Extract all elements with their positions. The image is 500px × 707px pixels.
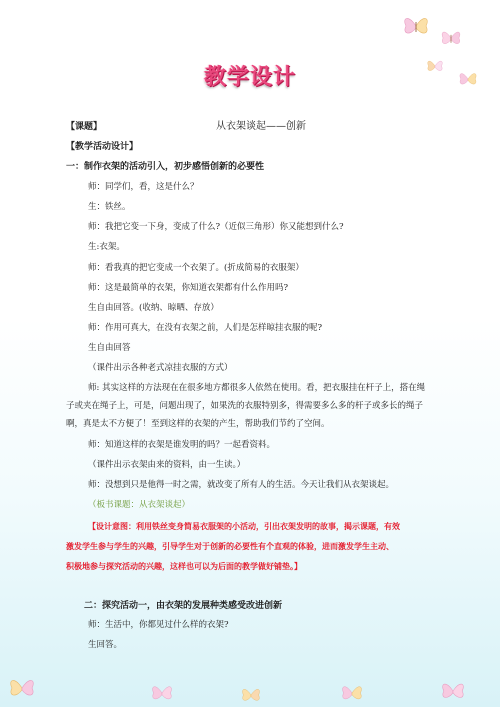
butterfly-icon bbox=[440, 28, 462, 48]
section-heading: 二：探究活动一，由衣架的发展种类感受改进创新 bbox=[84, 601, 283, 611]
dialogue-line: （课件出示各种老式凉挂衣服的方式） bbox=[88, 363, 233, 373]
board-note: （板书课题：从衣架谈起） bbox=[88, 500, 191, 510]
dialogue-line: 生回答。 bbox=[88, 640, 123, 650]
design-intent: 【设计意图：利用铁丝变身简易衣服架的小活动，引出衣架发明的故事，揭示课题，有效 bbox=[88, 522, 400, 531]
dialogue-line: 师：作用可真大，在没有衣架之前，人们是怎样晾挂衣服的呢? bbox=[88, 323, 323, 333]
dialogue-line: 生自由回答 bbox=[88, 343, 131, 353]
dialogue-line: 生：铁丝。 bbox=[88, 202, 131, 212]
paragraph-line: 师: 其实这样的方法现在在很多地方都很多人依然在使用。看，把衣服挂在杆子上，搭在绳 bbox=[88, 383, 426, 393]
dialogue-line: 师：没想到只是他得一时之需，就改变了所有人的生活。今天让我们从衣架谈起。 bbox=[88, 480, 395, 490]
butterfly-icon bbox=[150, 683, 174, 703]
paragraph-line: 子或夹在绳子上，可是，问题出现了，如果洗的衣服特别多，得需要多么多的杆子或多长的绳子 bbox=[66, 401, 424, 411]
dialogue-line: 师：这是最简单的衣架，你知道衣架都有什么作用吗? bbox=[88, 283, 289, 293]
dialogue-line: 师：我把它变一下身，变成了什么?（近似三角形）你又能想到什么? bbox=[88, 222, 344, 232]
design-intent: 积极地参与探究活动的兴趣，这样也可以为后面的教学做好铺垫。】 bbox=[66, 562, 302, 571]
dialogue-line: 师：知道这样的衣架是谁发明的吗？一起看资料。 bbox=[88, 440, 276, 450]
dialogue-line: 生自由回答。(收纳、晾晒、存放） bbox=[88, 303, 219, 313]
dialogue-line: 师：生活中，你都见过什么样的衣架? bbox=[88, 620, 229, 630]
section-heading: 一：制作衣架的活动引入，初步感悟创新的必要性 bbox=[66, 162, 265, 172]
butterfly-icon bbox=[240, 686, 262, 704]
dialogue-line: 师：看我真的把它变成一个衣架了。(折成简易的衣服架） bbox=[88, 263, 304, 273]
lesson-label: 【课题】 bbox=[66, 122, 103, 132]
butterfly-icon bbox=[402, 14, 430, 38]
butterfly-icon bbox=[440, 680, 466, 702]
design-intent: 激发学生参与学生的兴趣，引导学生对于创新的必要性有个直观的体验，进而激发学生主动、 bbox=[66, 542, 394, 551]
dialogue-line: （课件出示衣架由来的资料，由一生读。） bbox=[88, 460, 246, 470]
dialogue-line: 生:衣架。 bbox=[88, 242, 125, 252]
design-label: 【教学活动设计】 bbox=[66, 142, 139, 152]
butterfly-icon bbox=[340, 683, 364, 703]
paragraph-line: 啊，真是太不方便了！至到这样的衣架的产生，帮助我们节约了空间。 bbox=[66, 419, 330, 429]
page-title: 教学设计 bbox=[203, 65, 296, 90]
dialogue-line: 师：同学们，看，这是什么？ bbox=[88, 182, 199, 192]
lesson-name: 从衣架谈起——创新 bbox=[216, 121, 306, 132]
butterfly-icon bbox=[8, 676, 36, 700]
